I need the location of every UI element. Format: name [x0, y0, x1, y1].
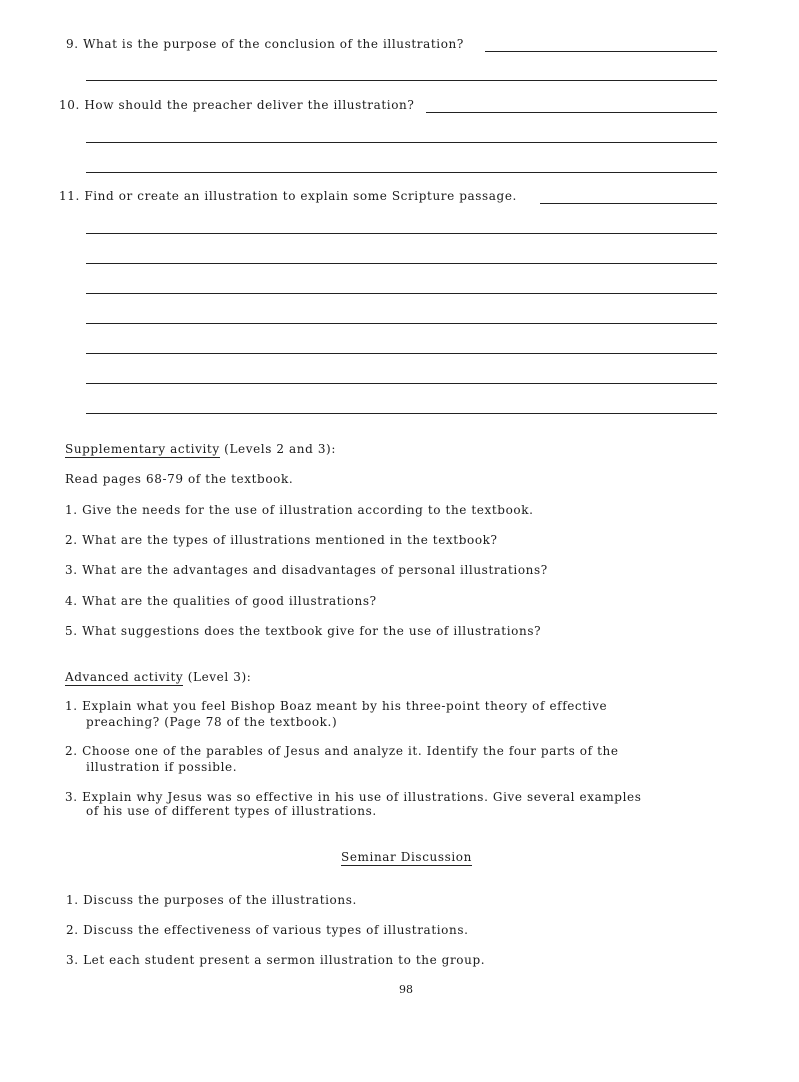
- item-number: 5.: [65, 624, 78, 638]
- answer-line[interactable]: [86, 142, 717, 143]
- item-number: 2.: [65, 744, 78, 758]
- supplementary-item: [65, 624, 541, 638]
- answer-line[interactable]: [86, 80, 717, 81]
- question-text: How should the preacher deliver the illustration?: [84, 98, 415, 112]
- item-text: Let each student present a sermon illustration to the group.: [83, 953, 486, 967]
- advanced-item-continuation: of his use of different types of illustrations.: [86, 804, 377, 818]
- seminar-title: Seminar Discussion: [341, 850, 472, 864]
- supplementary-instruction: Read pages 68-79 of the textbook.: [65, 472, 294, 486]
- question-number: 9.: [66, 37, 79, 51]
- supplementary-title: Supplementary activity: [65, 442, 220, 456]
- item-number: 2.: [66, 923, 79, 937]
- answer-line[interactable]: [86, 413, 717, 414]
- item-number: 3.: [66, 953, 79, 967]
- seminar-heading: [341, 850, 472, 864]
- item-text: Explain why Jesus was so effective in his use of illustrations. Give several examples: [82, 790, 642, 804]
- advanced-heading: [65, 670, 251, 684]
- item-text: What are the types of illustrations mentioned in the textbook?: [82, 533, 498, 547]
- supplementary-levels: (Levels 2 and 3):: [224, 442, 336, 456]
- item-text: Discuss the purposes of the illustrations.: [83, 893, 357, 907]
- answer-line[interactable]: [86, 353, 717, 354]
- seminar-item: [66, 923, 469, 937]
- item-number: 3.: [65, 563, 78, 577]
- advanced-item: [65, 790, 641, 804]
- advanced-item-continuation: preaching? (Page 78 of the textbook.): [86, 715, 338, 729]
- answer-line[interactable]: [485, 51, 717, 52]
- supplementary-item: [65, 563, 548, 577]
- item-text: Give the needs for the use of illustration according to the textbook.: [82, 503, 534, 517]
- answer-line[interactable]: [86, 383, 717, 384]
- item-text: Explain what you feel Bishop Boaz meant by his three-point theory of effective: [82, 699, 608, 713]
- advanced-item: [65, 744, 619, 758]
- advanced-item-continuation: illustration if possible.: [86, 760, 238, 774]
- answer-line[interactable]: [86, 263, 717, 264]
- answer-line[interactable]: [540, 203, 717, 204]
- item-text: Choose one of the parables of Jesus and analyze it. Identify the four parts of the: [82, 744, 619, 758]
- supplementary-heading: [65, 442, 336, 456]
- item-text: What are the qualities of good illustrations?: [82, 594, 377, 608]
- supplementary-item: [65, 594, 377, 608]
- answer-line[interactable]: [86, 233, 717, 234]
- question-number: 10.: [59, 98, 80, 112]
- item-number: 4.: [65, 594, 78, 608]
- item-text: What suggestions does the textbook give for the use of illustrations?: [82, 624, 542, 638]
- seminar-item: [66, 893, 357, 907]
- item-text: What are the advantages and disadvantages of personal illustrations?: [82, 563, 548, 577]
- question-10: [59, 98, 414, 112]
- seminar-item: [66, 953, 485, 967]
- item-number: 1.: [66, 893, 79, 907]
- question-text: What is the purpose of the conclusion of the illustration?: [83, 37, 464, 51]
- answer-line[interactable]: [426, 112, 717, 113]
- answer-line[interactable]: [86, 293, 717, 294]
- question-text: Find or create an illustration to explain some Scripture passage.: [84, 189, 517, 203]
- supplementary-item: [65, 533, 498, 547]
- question-11: [59, 189, 517, 203]
- item-text: Discuss the effectiveness of various types of illustrations.: [83, 923, 469, 937]
- item-number: 1.: [65, 699, 78, 713]
- advanced-item: [65, 699, 607, 713]
- item-number: 2.: [65, 533, 78, 547]
- item-number: 1.: [65, 503, 78, 517]
- question-number: 11.: [59, 189, 80, 203]
- answer-line[interactable]: [86, 172, 717, 173]
- supplementary-item: [65, 503, 534, 517]
- item-number: 3.: [65, 790, 78, 804]
- page-number: 98: [399, 983, 413, 996]
- advanced-levels: (Level 3):: [187, 670, 252, 684]
- question-9: [66, 37, 464, 51]
- advanced-title: Advanced activity: [65, 670, 184, 684]
- answer-line[interactable]: [86, 323, 717, 324]
